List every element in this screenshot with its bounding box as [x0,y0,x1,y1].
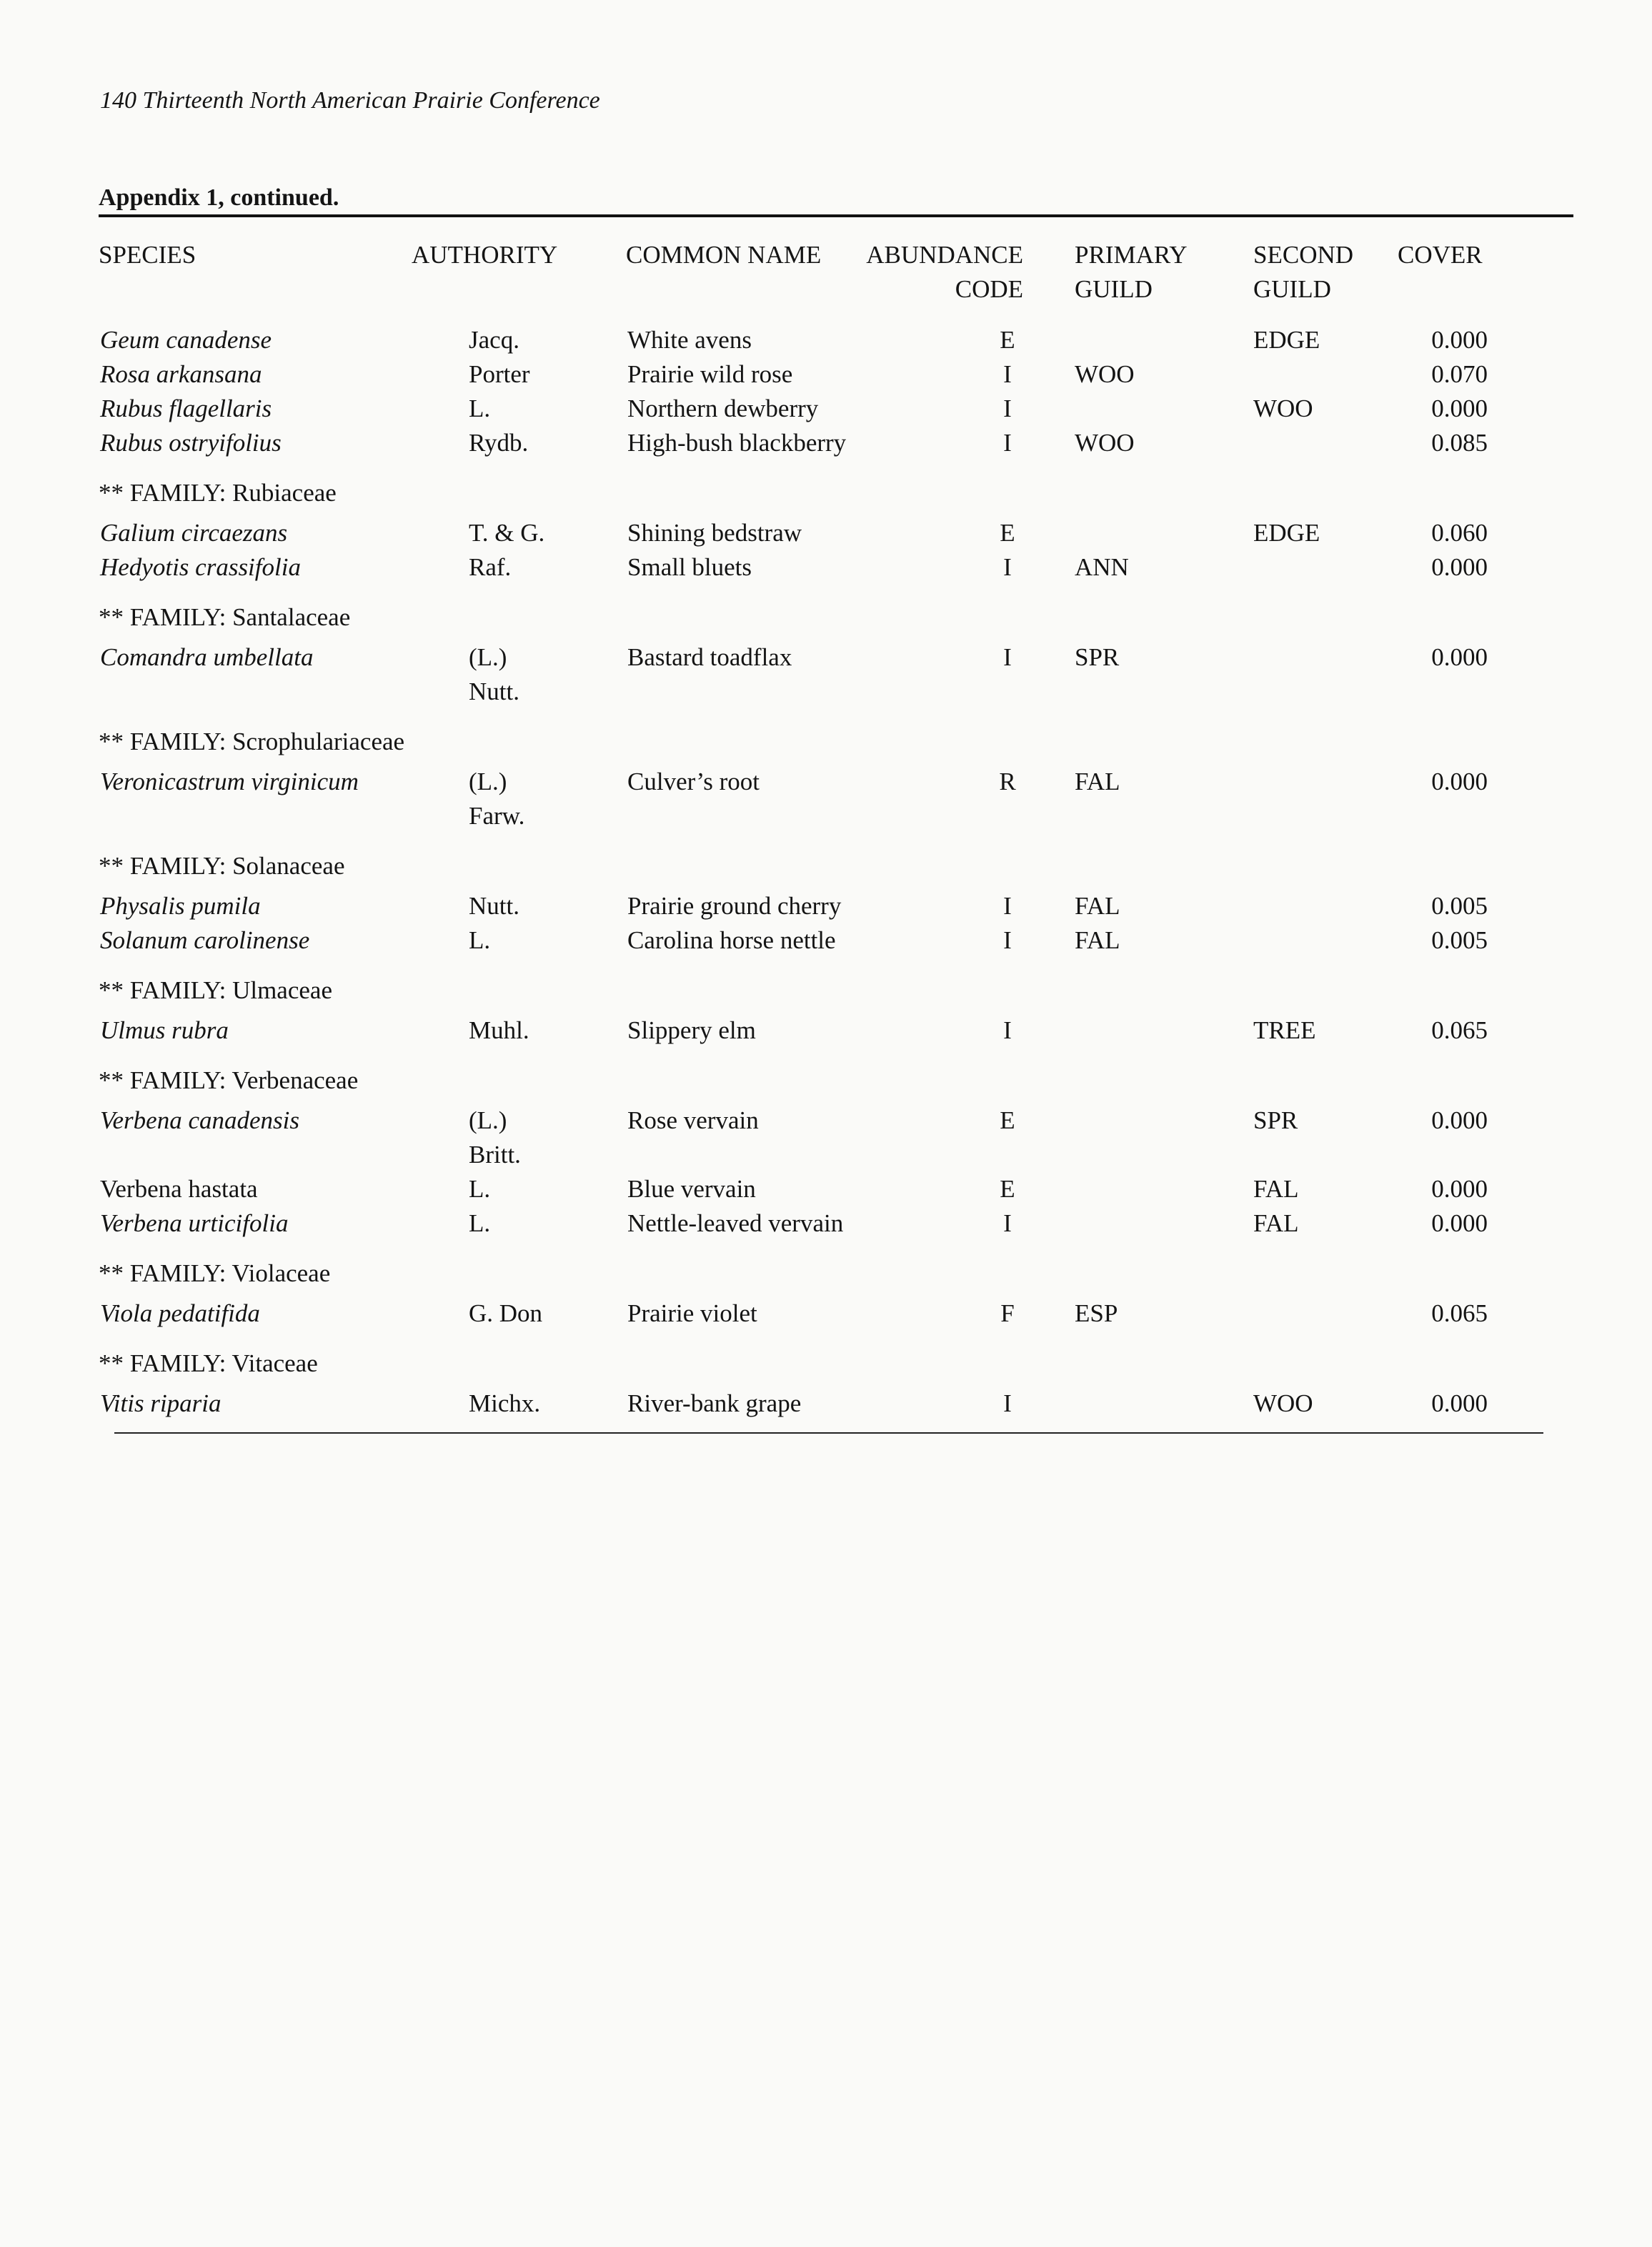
family-heading: ** FAMILY: Vitaceae [99,1349,318,1377]
abundance-code: F [1000,1299,1015,1327]
common-name: Rose vervain [627,1106,759,1134]
cover-value: 0.085 [1431,429,1488,457]
species-name: Ulmus rubra [100,1016,229,1044]
common-name: Northern dewberry [627,395,819,422]
family-heading: ** FAMILY: Scrophulariaceae [99,728,405,755]
authority: (L.) [469,768,507,795]
family-heading: ** FAMILY: Solanaceae [99,852,345,880]
abundance-code: I [1003,429,1012,457]
authority: Farw. [469,802,525,830]
authority: G. Don [469,1299,543,1327]
species-name: Verbena canadensis [100,1106,299,1134]
primary-guild: ANN [1075,553,1129,581]
common-name: Prairie ground cherry [627,892,842,920]
second-guild: WOO [1253,395,1313,422]
cover-value: 0.000 [1431,1209,1488,1237]
authority: Muhl. [469,1016,529,1044]
primary-guild: ESP [1075,1299,1118,1327]
species-name: Hedyotis crassifolia [100,553,301,581]
species-name: Comandra umbellata [100,643,314,671]
authority: (L.) [469,1106,507,1134]
common-name: Slippery elm [627,1016,756,1044]
species-name: Galium circaezans [100,519,288,547]
primary-guild: WOO [1075,360,1135,388]
header-cover: COVER [1398,241,1483,269]
second-guild: FAL [1253,1209,1299,1237]
abundance-code: I [1003,926,1012,954]
appendix-title: Appendix 1, continued. [99,184,339,211]
primary-guild: FAL [1075,926,1120,954]
abundance-code: I [1003,395,1012,422]
authority: L. [469,1209,491,1237]
abundance-code: E [1000,1175,1015,1203]
authority: L. [469,926,491,954]
common-name: Shining bedstraw [627,519,802,547]
authority: Nutt. [469,678,519,705]
abundance-code: E [1000,1106,1015,1134]
common-name: Bastard toadflax [627,643,792,671]
cover-value: 0.065 [1431,1299,1488,1327]
second-guild: EDGE [1253,519,1320,547]
common-name: Prairie wild rose [627,360,793,388]
header-common-name: COMMON NAME [626,241,822,269]
authority: (L.) [469,643,507,671]
cover-value: 0.070 [1431,360,1488,388]
family-heading: ** FAMILY: Santalaceae [99,603,351,631]
second-guild: TREE [1253,1016,1316,1044]
cover-value: 0.000 [1431,1175,1488,1203]
cover-value: 0.060 [1431,519,1488,547]
common-name: Culver’s root [627,768,760,795]
species-name: Physalis pumila [100,892,261,920]
second-guild: SPR [1253,1106,1298,1134]
cover-value: 0.000 [1431,768,1488,795]
family-heading: ** FAMILY: Verbenaceae [99,1066,359,1094]
primary-guild: SPR [1075,643,1120,671]
cover-value: 0.000 [1431,1106,1488,1134]
cover-value: 0.000 [1431,1389,1488,1417]
authority: Porter [469,360,530,388]
species-name: Rubus flagellaris [100,395,272,422]
common-name: Carolina horse nettle [627,926,836,954]
abundance-code: E [1000,326,1015,354]
authority: L. [469,1175,491,1203]
second-guild: EDGE [1253,326,1320,354]
abundance-code: I [1003,1016,1012,1044]
authority: Rydb. [469,429,529,457]
species-name: Rubus ostryifolius [100,429,282,457]
cover-value: 0.000 [1431,643,1488,671]
cover-value: 0.000 [1431,395,1488,422]
species-name: Vitis riparia [100,1389,222,1417]
authority: T. & G. [469,519,545,547]
common-name: Small bluets [627,553,752,581]
authority: Nutt. [469,892,519,920]
second-guild: WOO [1253,1389,1313,1417]
header-second-guild: SECOND GUILD [1253,241,1354,303]
authority: Raf. [469,553,512,581]
primary-guild: FAL [1075,768,1120,795]
species-name: Veronicastrum virginicum [100,768,359,795]
cover-value: 0.005 [1431,892,1488,920]
cover-value: 0.005 [1431,926,1488,954]
running-head: 140 Thirteenth North American Prairie Conference [100,87,600,114]
species-name: Geum canadense [100,326,272,354]
authority: L. [469,395,491,422]
header-abundance-code: ABUNDANCE CODE [866,241,1023,303]
species-name: Viola pedatifida [100,1299,260,1327]
authority: Britt. [469,1141,521,1169]
family-heading: ** FAMILY: Rubiaceae [99,479,337,507]
family-heading: ** FAMILY: Violaceae [99,1259,331,1287]
common-name: Nettle-leaved vervain [627,1209,844,1237]
species-name: Verbena hastata [100,1175,258,1203]
species-name: Rosa arkansana [100,360,262,388]
abundance-code: I [1003,643,1012,671]
primary-guild: WOO [1075,429,1135,457]
header-species: SPECIES [99,241,196,269]
common-name: Prairie violet [627,1299,757,1327]
species-name: Verbena urticifolia [100,1209,289,1237]
common-name: River-bank grape [627,1389,802,1417]
header-primary-guild: PRIMARY GUILD [1075,241,1188,303]
common-name: Blue vervain [627,1175,756,1203]
primary-guild: FAL [1075,892,1120,920]
cover-value: 0.000 [1431,326,1488,354]
abundance-code: I [1003,360,1012,388]
second-guild: FAL [1253,1175,1299,1203]
authority: Michx. [469,1389,541,1417]
abundance-code: R [999,768,1016,795]
authority: Jacq. [469,326,519,354]
family-heading: ** FAMILY: Ulmaceae [99,976,332,1004]
common-name: White avens [627,326,752,354]
species-name: Solanum carolinense [100,926,310,954]
abundance-code: I [1003,553,1012,581]
abundance-code: I [1003,1209,1012,1237]
header-authority: AUTHORITY [412,241,558,269]
common-name: High-bush blackberry [627,429,847,457]
cover-value: 0.065 [1431,1016,1488,1044]
abundance-code: I [1003,892,1012,920]
table-bottom-rule [114,1432,1543,1434]
abundance-code: I [1003,1389,1012,1417]
cover-value: 0.000 [1431,553,1488,581]
abundance-code: E [1000,519,1015,547]
